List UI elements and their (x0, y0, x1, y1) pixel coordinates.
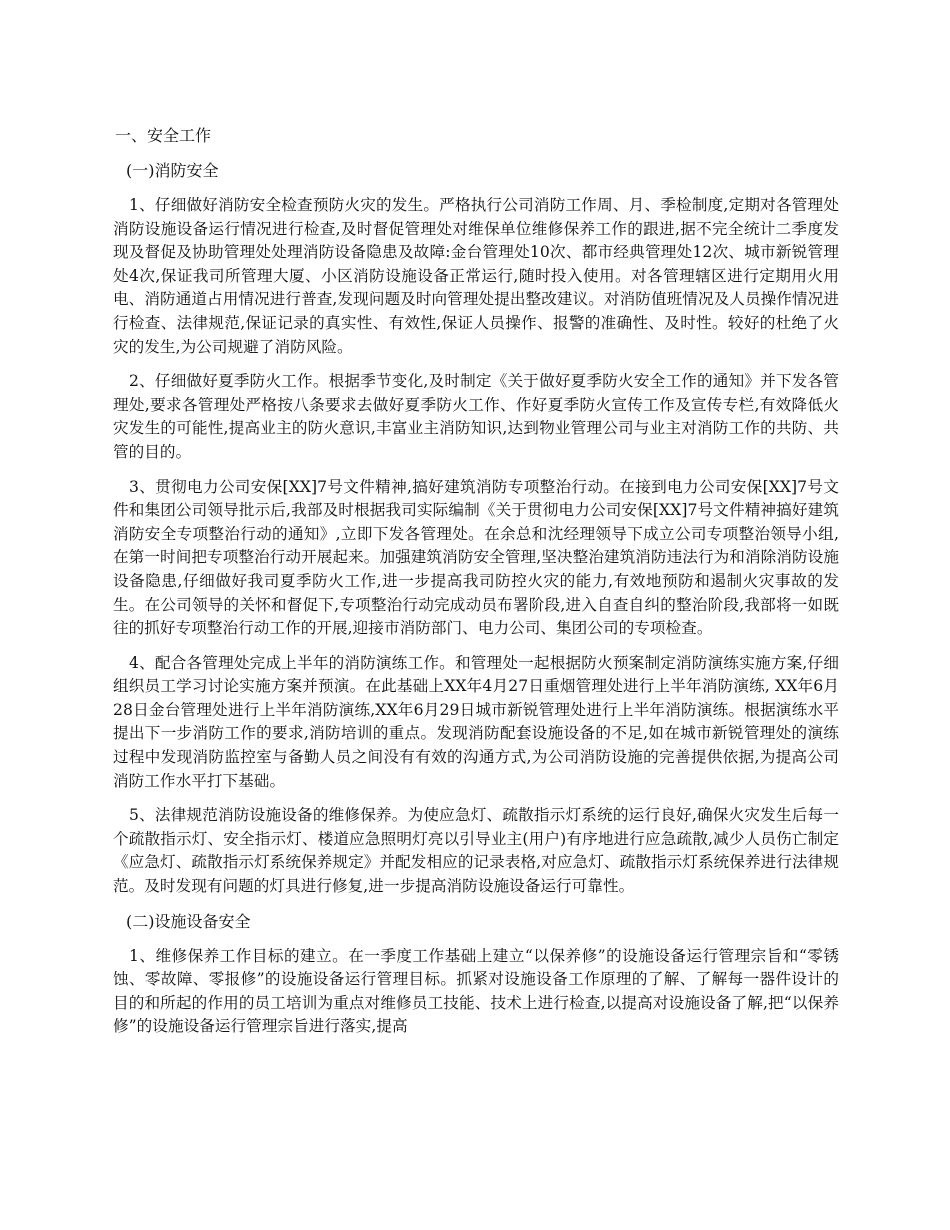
paragraph-equipment-maintenance: 5、法律规范消防设施设备的维修保养。为使应急灯、疏散指示灯系统的运行良好,确保火灾发生后每一个疏散指示灯、安全指示灯、楼道应急照明灯亮以引导业主(用户)有序地进行应急疏散,减少人员伤亡制定《应急灯、疏散指示灯系统保养规定》并配发相应的记录表格,对应急灯、疏散指示灯系统保养进行法律规范。及时发现有问题的灯具进行修复,进一步提高消防设施设备运行可靠性。 (113, 806, 839, 896)
paragraph-fire-drills: 4、配合各管理处完成上半年的消防演练工作。和管理处一起根据防火预案制定消防演练实施方案,仔细组织员工学习讨论实施方案并预演。在此基础上XX年4月27日重烟管理处进行上半年消防演练, XX年6月28日金台管理处进行上半年消防演练,XX年6月29日城市新锐管理处进行上半年消防演练。根据演练水平提出下一步消防工作的要求,消防培训的重点。发现消防配套设施设备的不足,如在城市新锐管理处的演练过程中发现消防监控室与备勤人员之间没有有效的沟通方式,为公司消防设施的完善提供依据,为提高公司消防工作水平打下基础。 (113, 653, 839, 790)
section-heading-safety-work: 一、安全工作 (115, 126, 212, 145)
paragraph-maintenance-goals: 1、维修保养工作目标的建立。在一季度工作基础上建立“以保养修”的设施设备运行管理宗旨和“零锈蚀、零故障、零报修”的设施设备运行管理目标。抓紧对设施设备工作原理的了解、了解每一器件设计的目的和所起的作用的员工培训为重点对维修员工技能、技术上进行检查,以提高对设施设备了解,把“以保养修”的设施设备运行管理宗旨进行落实,提高 (113, 946, 839, 1036)
paragraph-fire-inspection: 1、仔细做好消防安全检查预防火灾的发生。严格执行公司消防工作周、月、季检制度,定期对各管理处消防设施设备运行情况进行检查,及时督促管理处对维保单位维修保养工作的跟进,据不完全统计二季度发现及督促及协助管理处处理消防设备隐患及故障:金台管理处10次、都市经典管理处12次、城市新锐管理处4次,保证我司所管理大厦、小区消防设施设备正常运行,随时投入使用。对各管理辖区进行定期用火用电、消防通道占用情况进行普查,发现问题及时向管理处提出整改建议。对消防值班情况及人员操作情况进行检查、法律规范,保证记录的真实性、有效性,保证人员操作、报警的准确性、及时性。较好的杜绝了火灾的发生,为公司规避了消防风险。 (113, 196, 839, 356)
subsection-heading-fire-safety: (一)消防安全 (126, 161, 219, 180)
document-page (113, 124, 839, 1050)
paragraph-special-rectification: 3、贯彻电力公司安保[XX]7号文件精神,搞好建筑消防专项整治行动。在接到电力公司安保[XX]7号文件和集团公司领导批示后,我部及时根据我司实际编制《关于贯彻电力公司安保[XX]7号文件精神搞好建筑消防安全专项整治行动的通知》,立即下发各管理处。在余总和沈经理领导下成立公司专项整治领导小组,在第一时间把专项整治行动开展起来。加强建筑消防安全管理,坚决整治建筑消防违法行为和消除消防设施设备隐患,仔细做好我司夏季防火工作,进一步提高我司防控火灾的能力,有效地预防和遏制火灾事故的发生。在公司领导的关怀和督促下,专项整治行动完成动员布署阶段,进入自查自纠的整治阶段,我部将一如既往的抓好专项整治行动工作的开展,迎接市消防部门、电力公司、集团公司的专项检查。 (113, 477, 839, 638)
paragraph-summer-fire-prevention: 2、仔细做好夏季防火工作。根据季节变化,及时制定《关于做好夏季防火安全工作的通知》并下发各管理处,要求各管理处严格按八条要求去做好夏季防火工作、作好夏季防火宣传工作及宣传专栏,有效降低火灾发生的可能性,提高业主的防火意识,丰富业主消防知识,达到物业管理公司与业主对消防工作的共防、共管的目的。 (113, 372, 839, 461)
subsection-heading-facility-safety: (二)设施设备安全 (126, 911, 251, 931)
